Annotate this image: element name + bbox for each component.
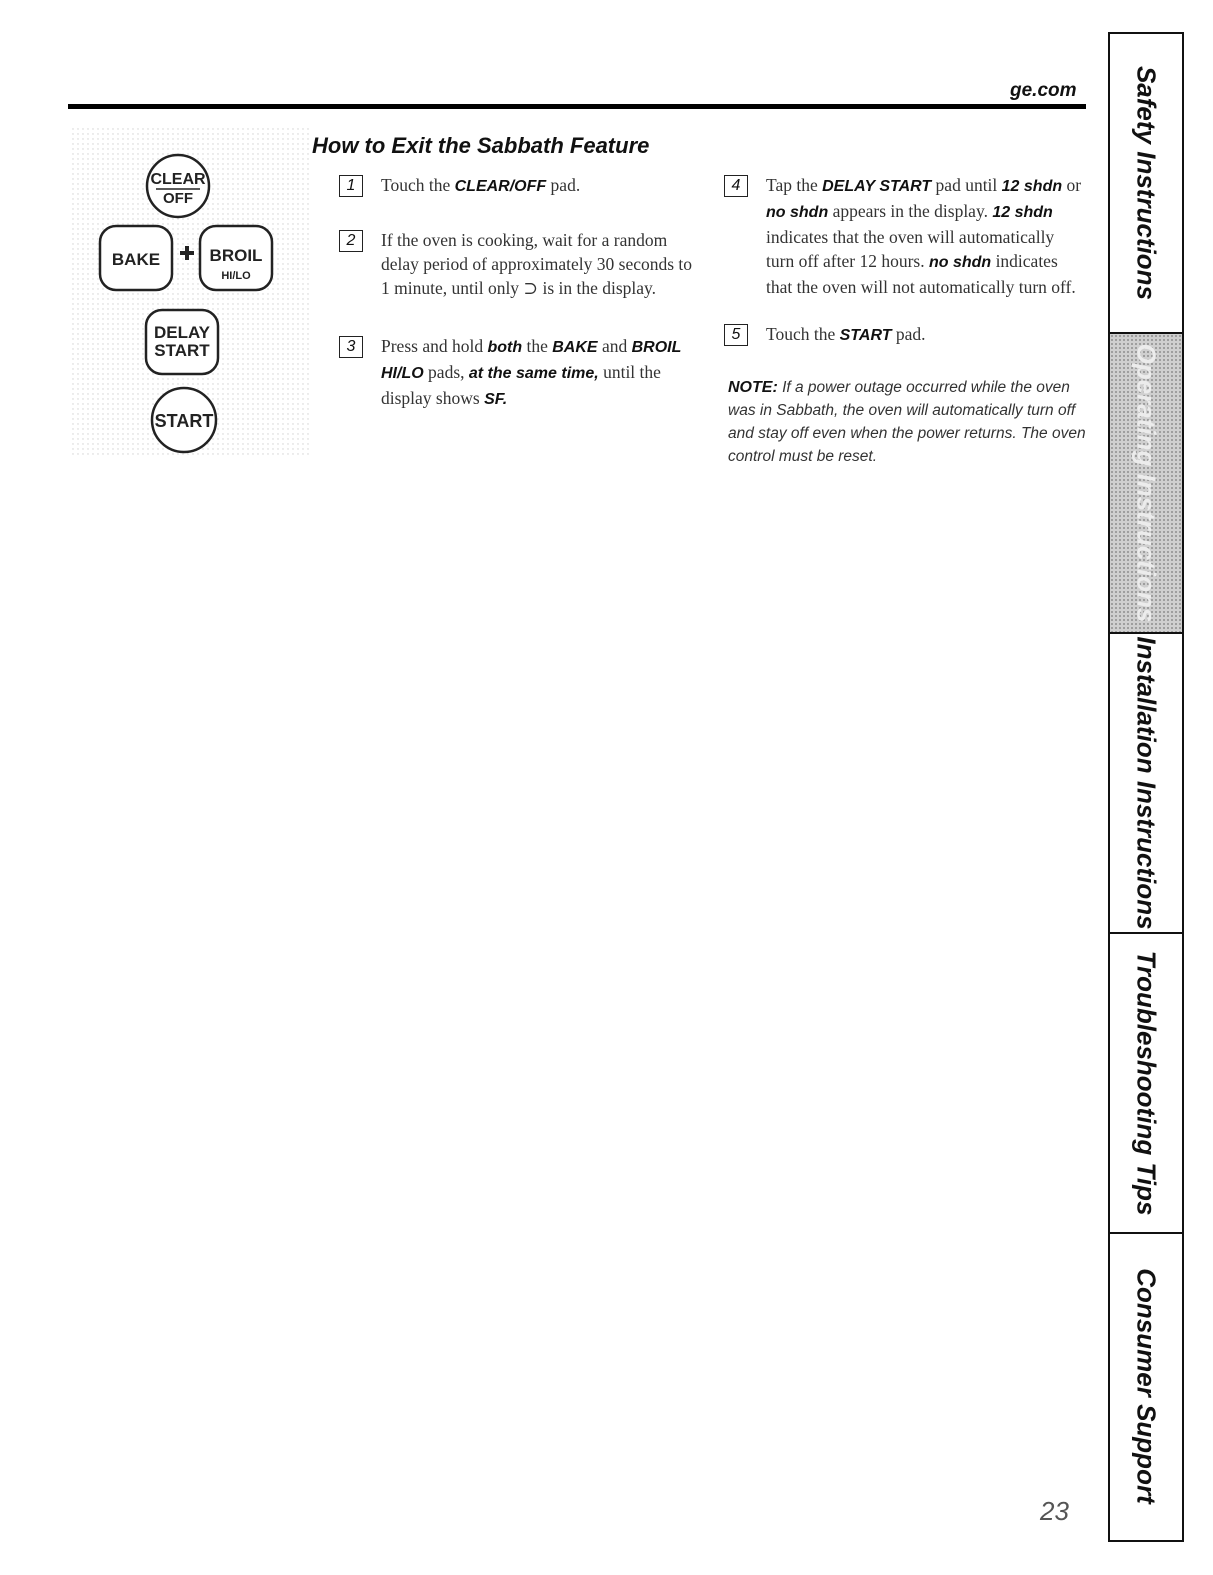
step-number-1: 1 [339, 175, 363, 197]
tab-label: Installation Instructions [1131, 636, 1162, 930]
step-5: 5 Touch the START pad. [766, 322, 1106, 348]
note-text: NOTE: If a power outage occurred while the oven was in Sabbath, the oven will automatically turn off and stay off even when the power returns. The oven control must be reset. [728, 379, 1086, 465]
clear-pad-label: CLEAR [150, 171, 206, 188]
broil-pad-label: BROIL [209, 246, 263, 265]
step-3: 3 Press and hold both the BAKE and BROIL HI/LO pads, at the same time, until the display shows SF. [381, 334, 701, 412]
page-number: 23 [1040, 1496, 1069, 1526]
tab-label: Operating Instructions [1131, 343, 1162, 623]
start-pad-label: START [154, 411, 214, 431]
tab-consumer-support[interactable] [1110, 1234, 1182, 1538]
section-tabs [1108, 32, 1184, 1542]
delay-start-pad [146, 310, 218, 374]
bake-pad [100, 226, 172, 290]
step-1: 1 Touch the CLEAR/OFF pad. [381, 173, 721, 199]
control-panel-illustration [72, 128, 312, 458]
off-pad-label: OFF [163, 190, 193, 207]
step-number-3: 3 [339, 336, 363, 358]
start-pad [152, 388, 216, 452]
tab-label: Troubleshooting Tips [1131, 950, 1162, 1216]
step-2: 2 If the oven is cooking, wait for a random delay period of approximately 30 seconds to 1 minute, until only ⊃ is in the display. [381, 228, 701, 300]
clear-off-pad [147, 155, 209, 217]
note-label: NOTE: [728, 379, 778, 396]
broil-hilo-pad [200, 226, 272, 290]
delay-pad-label: DELAY [153, 323, 211, 342]
bake-pad-label: BAKE [111, 250, 161, 269]
tab-label: Safety Instructions [1131, 65, 1162, 301]
step-number-5: 5 [724, 324, 748, 346]
delay-start-pad-label: START [154, 341, 210, 360]
step-number-2: 2 [339, 230, 363, 252]
tab-operating-instructions[interactable] [1110, 334, 1182, 634]
site-url: ge.com [1010, 80, 1077, 101]
step-4: 4 Tap the DELAY START pad until 12 shdn or no shdn appears in the display. 12 shdn indicates that the oven will automatically turn off after 12 hours. no shdn indicates that the oven will not automatically turn off. [766, 173, 1086, 299]
step-number-4: 4 [724, 175, 748, 197]
header-rule [68, 104, 1086, 109]
tab-installation-instructions[interactable] [1110, 634, 1182, 934]
section-heading: How to Exit the Sabbath Feature [312, 133, 650, 158]
tab-safety-instructions[interactable] [1110, 34, 1182, 334]
hilo-pad-label: HI/LO [221, 270, 251, 282]
tab-troubleshooting-tips[interactable] [1110, 934, 1182, 1234]
tab-label: Consumer Support [1131, 1268, 1162, 1504]
